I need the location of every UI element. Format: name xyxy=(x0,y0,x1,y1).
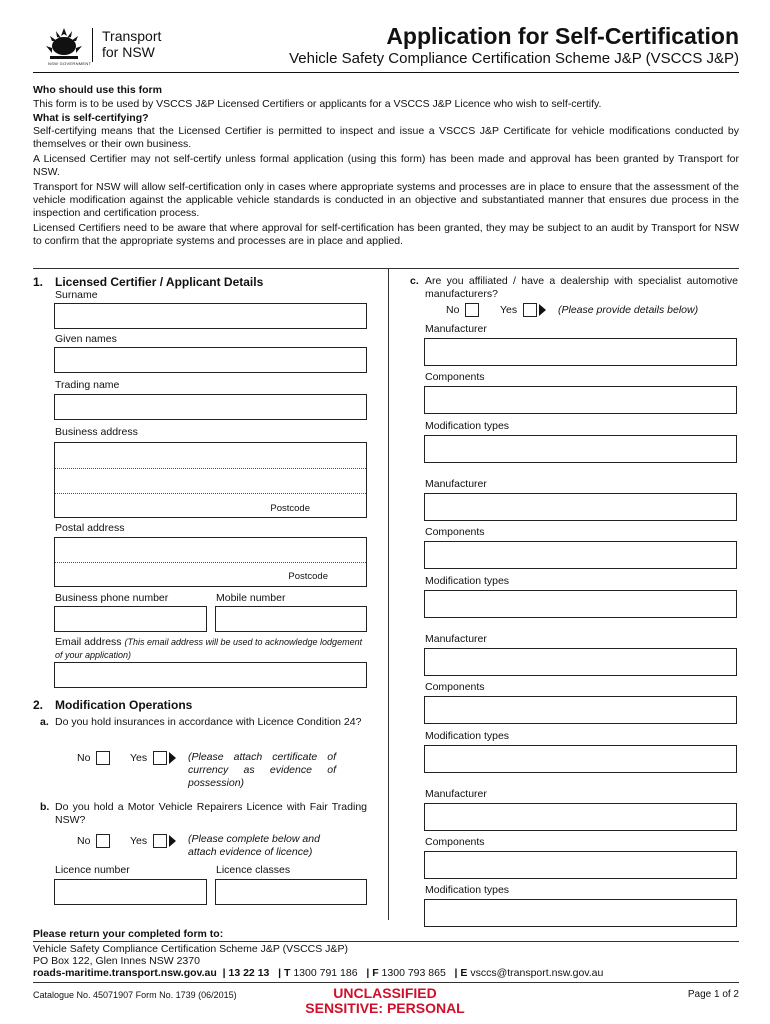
t-label: T xyxy=(284,967,291,979)
classification-line2: SENSITIVE: PERSONAL xyxy=(305,1000,465,1016)
arrow-right-icon xyxy=(169,835,176,847)
qb-yes-label: Yes xyxy=(130,834,148,847)
given-names-field[interactable] xyxy=(54,347,367,373)
licence-number-label: Licence number xyxy=(55,864,130,876)
classification-line1: UNCLASSIFIED xyxy=(333,985,437,1001)
modification-types-label: Modification types xyxy=(425,420,510,432)
modification-types-field[interactable] xyxy=(424,590,737,618)
intro-paragraph: Self-certifying means that the Licensed Certifier is permitted to inspect and issue a VSCCS J&P Certificate for vehicle modifications conducted by themselves or their own business. xyxy=(33,125,739,150)
email-note: (This email address will be used to acknowledge lodgement of your application) xyxy=(55,637,363,660)
mobile-label: Mobile number xyxy=(216,592,286,604)
qc-no-label: No xyxy=(446,303,460,316)
qa-no-label: No xyxy=(77,751,91,764)
qa-no-option xyxy=(77,751,110,765)
modification-types-label: Modification types xyxy=(425,884,510,896)
catalogue-number: Catalogue No. 45071907 Form No. 1739 (06/2015) xyxy=(33,990,237,1000)
manufacturer-field[interactable] xyxy=(424,648,737,676)
manufacturer-label: Manufacturer xyxy=(425,323,487,335)
trading-name-label: Trading name xyxy=(55,379,120,391)
manufacturer-field[interactable] xyxy=(424,338,737,366)
qa-no-checkbox[interactable] xyxy=(96,751,110,765)
intro-heading-who: Who should use this form xyxy=(33,84,162,96)
modification-types-field[interactable] xyxy=(424,435,737,463)
intro-heading-what: What is self-certifying? xyxy=(33,112,149,124)
components-field[interactable] xyxy=(424,541,737,569)
logo-line1: Transport xyxy=(102,28,162,44)
classification-label xyxy=(0,986,770,1016)
question-a-letter: a. xyxy=(40,716,49,728)
email-label-block xyxy=(55,636,367,662)
business-address-label: Business address xyxy=(55,426,138,438)
f-number: 1300 793 865 xyxy=(381,967,446,979)
manufacturer-label: Manufacturer xyxy=(425,478,487,490)
question-c-letter: c. xyxy=(410,275,419,287)
intro-paragraph: This form is to be used by VSCCS J&P Licensed Certifiers or applicants for a VSCCS J&P Licence who wish to self-certify. xyxy=(33,98,602,110)
manufacturer-label: Manufacturer xyxy=(425,633,487,645)
components-label: Components xyxy=(425,371,485,383)
qb-no-option xyxy=(77,834,110,848)
return-address-line1: Vehicle Safety Compliance Certification Scheme J&P (VSCCS J&P) xyxy=(33,943,348,955)
postal-postcode-label: Postcode xyxy=(288,571,328,582)
qa-yes-checkbox[interactable] xyxy=(153,751,167,765)
qa-note: (Please attach certificate of currency as evidence of possession) xyxy=(188,751,336,789)
licence-number-field[interactable] xyxy=(54,879,207,905)
intro-paragraph: Transport for NSW will allow self-certification only in cases where appropriate systems and processes are in place to ensure that the assessment of the vehicle modification against the applicable vehicle standards is conducted in an objective and substantiated manner that ensures due process in the inspection and certification process. xyxy=(33,181,739,219)
logo-line2: for NSW xyxy=(102,44,155,60)
components-label: Components xyxy=(425,681,485,693)
section2-number: 2. xyxy=(33,698,44,712)
licence-classes-label: Licence classes xyxy=(216,864,291,876)
components-field[interactable] xyxy=(424,386,737,414)
page-title: Application for Self-Certification xyxy=(386,23,739,49)
section2-heading: Modification Operations xyxy=(55,698,193,712)
business-address-field[interactable] xyxy=(54,442,367,518)
qc-note: (Please provide details below) xyxy=(558,304,699,316)
t-number: 1300 791 186 xyxy=(293,967,358,979)
given-names-label: Given names xyxy=(55,333,117,345)
intro-paragraph: A Licensed Certifier may not self-certify unless formal application (using this form) has been made and approval has been granted by Transport for NSW. xyxy=(33,153,739,178)
email-field[interactable] xyxy=(54,662,367,688)
manufacturer-field[interactable] xyxy=(424,803,737,831)
business-phone-label: Business phone number xyxy=(55,592,169,604)
components-label: Components xyxy=(425,526,485,538)
components-label: Components xyxy=(425,836,485,848)
logo xyxy=(40,26,190,66)
licence-classes-field[interactable] xyxy=(215,879,367,905)
waratah-logo-icon xyxy=(42,26,86,66)
qb-no-checkbox[interactable] xyxy=(96,834,110,848)
f-label: F xyxy=(372,967,379,979)
email-label: Email address xyxy=(55,636,122,648)
question-b: Do you hold a Motor Vehicle Repairers Licence with Fair Trading NSW? xyxy=(55,801,367,826)
arrow-right-icon xyxy=(539,304,546,316)
qb-yes-option xyxy=(130,834,176,848)
section1-heading: Licensed Certifier / Applicant Details xyxy=(55,275,264,289)
postal-address-label: Postal address xyxy=(55,522,125,534)
qc-yes-label: Yes xyxy=(500,303,518,316)
modification-types-field[interactable] xyxy=(424,899,737,927)
modification-types-label: Modification types xyxy=(425,730,510,742)
qc-yes-checkbox[interactable] xyxy=(523,303,537,317)
page-number: Page 1 of 2 xyxy=(687,989,739,1000)
question-c: Are you affiliated / have a dealership with specialist automotive manufacturers? xyxy=(425,275,738,300)
intro-paragraph: Licensed Certifiers need to be aware that where approval for self-certification has been granted, they may be subject to an audit by Transport for NSW to confirm that the appropriate systems and processes are in place and applied. xyxy=(33,222,739,247)
intro xyxy=(33,84,739,248)
qa-yes-option xyxy=(130,751,176,765)
manufacturer-field[interactable] xyxy=(424,493,737,521)
surname-field[interactable] xyxy=(54,303,367,329)
components-field[interactable] xyxy=(424,851,737,879)
logo-subtext: NSW GOVERNMENT xyxy=(48,61,92,66)
page-subtitle: Vehicle Safety Compliance Certification Scheme J&P (VSCCS J&P) xyxy=(289,50,739,67)
components-field[interactable] xyxy=(424,696,737,724)
modification-types-label: Modification types xyxy=(425,575,510,587)
modification-types-field[interactable] xyxy=(424,745,737,773)
qa-yes-label: Yes xyxy=(130,751,148,764)
business-phone-field[interactable] xyxy=(54,606,207,632)
return-address-line2: PO Box 122, Glen Innes NSW 2370 xyxy=(33,955,200,967)
business-postcode-label: Postcode xyxy=(270,503,310,514)
qb-no-label: No xyxy=(77,834,91,847)
mobile-field[interactable] xyxy=(215,606,367,632)
email-link[interactable]: vsccs@transport.nsw.gov.au xyxy=(470,967,604,979)
phone-number: 13 22 13 xyxy=(228,967,270,979)
question-b-letter: b. xyxy=(40,801,50,813)
return-heading: Please return your completed form to: xyxy=(33,928,224,940)
website-link[interactable]: roads-maritime.transport.nsw.gov.au xyxy=(33,967,217,979)
section1-number: 1. xyxy=(33,275,44,289)
qc-yes-option xyxy=(500,303,546,317)
qc-no-checkbox[interactable] xyxy=(465,303,479,317)
qb-note: (Please complete below and attach evidence of licence) xyxy=(188,833,320,858)
arrow-right-icon xyxy=(169,752,176,764)
manufacturer-label: Manufacturer xyxy=(425,788,487,800)
e-label: E xyxy=(460,967,468,979)
question-a: Do you hold insurances in accordance with Licence Condition 24? xyxy=(55,716,362,728)
surname-label: Surname xyxy=(55,289,98,301)
contact-line: roads-maritime.transport.nsw.gov.au | 13 22 13 | T 1300 791 186 | F 1300 793 865 | E vsccs@transport.nsw.gov.au xyxy=(33,967,604,979)
trading-name-field[interactable] xyxy=(54,394,367,420)
qc-no-option xyxy=(446,303,479,317)
qb-yes-checkbox[interactable] xyxy=(153,834,167,848)
postal-address-field[interactable] xyxy=(54,537,367,587)
